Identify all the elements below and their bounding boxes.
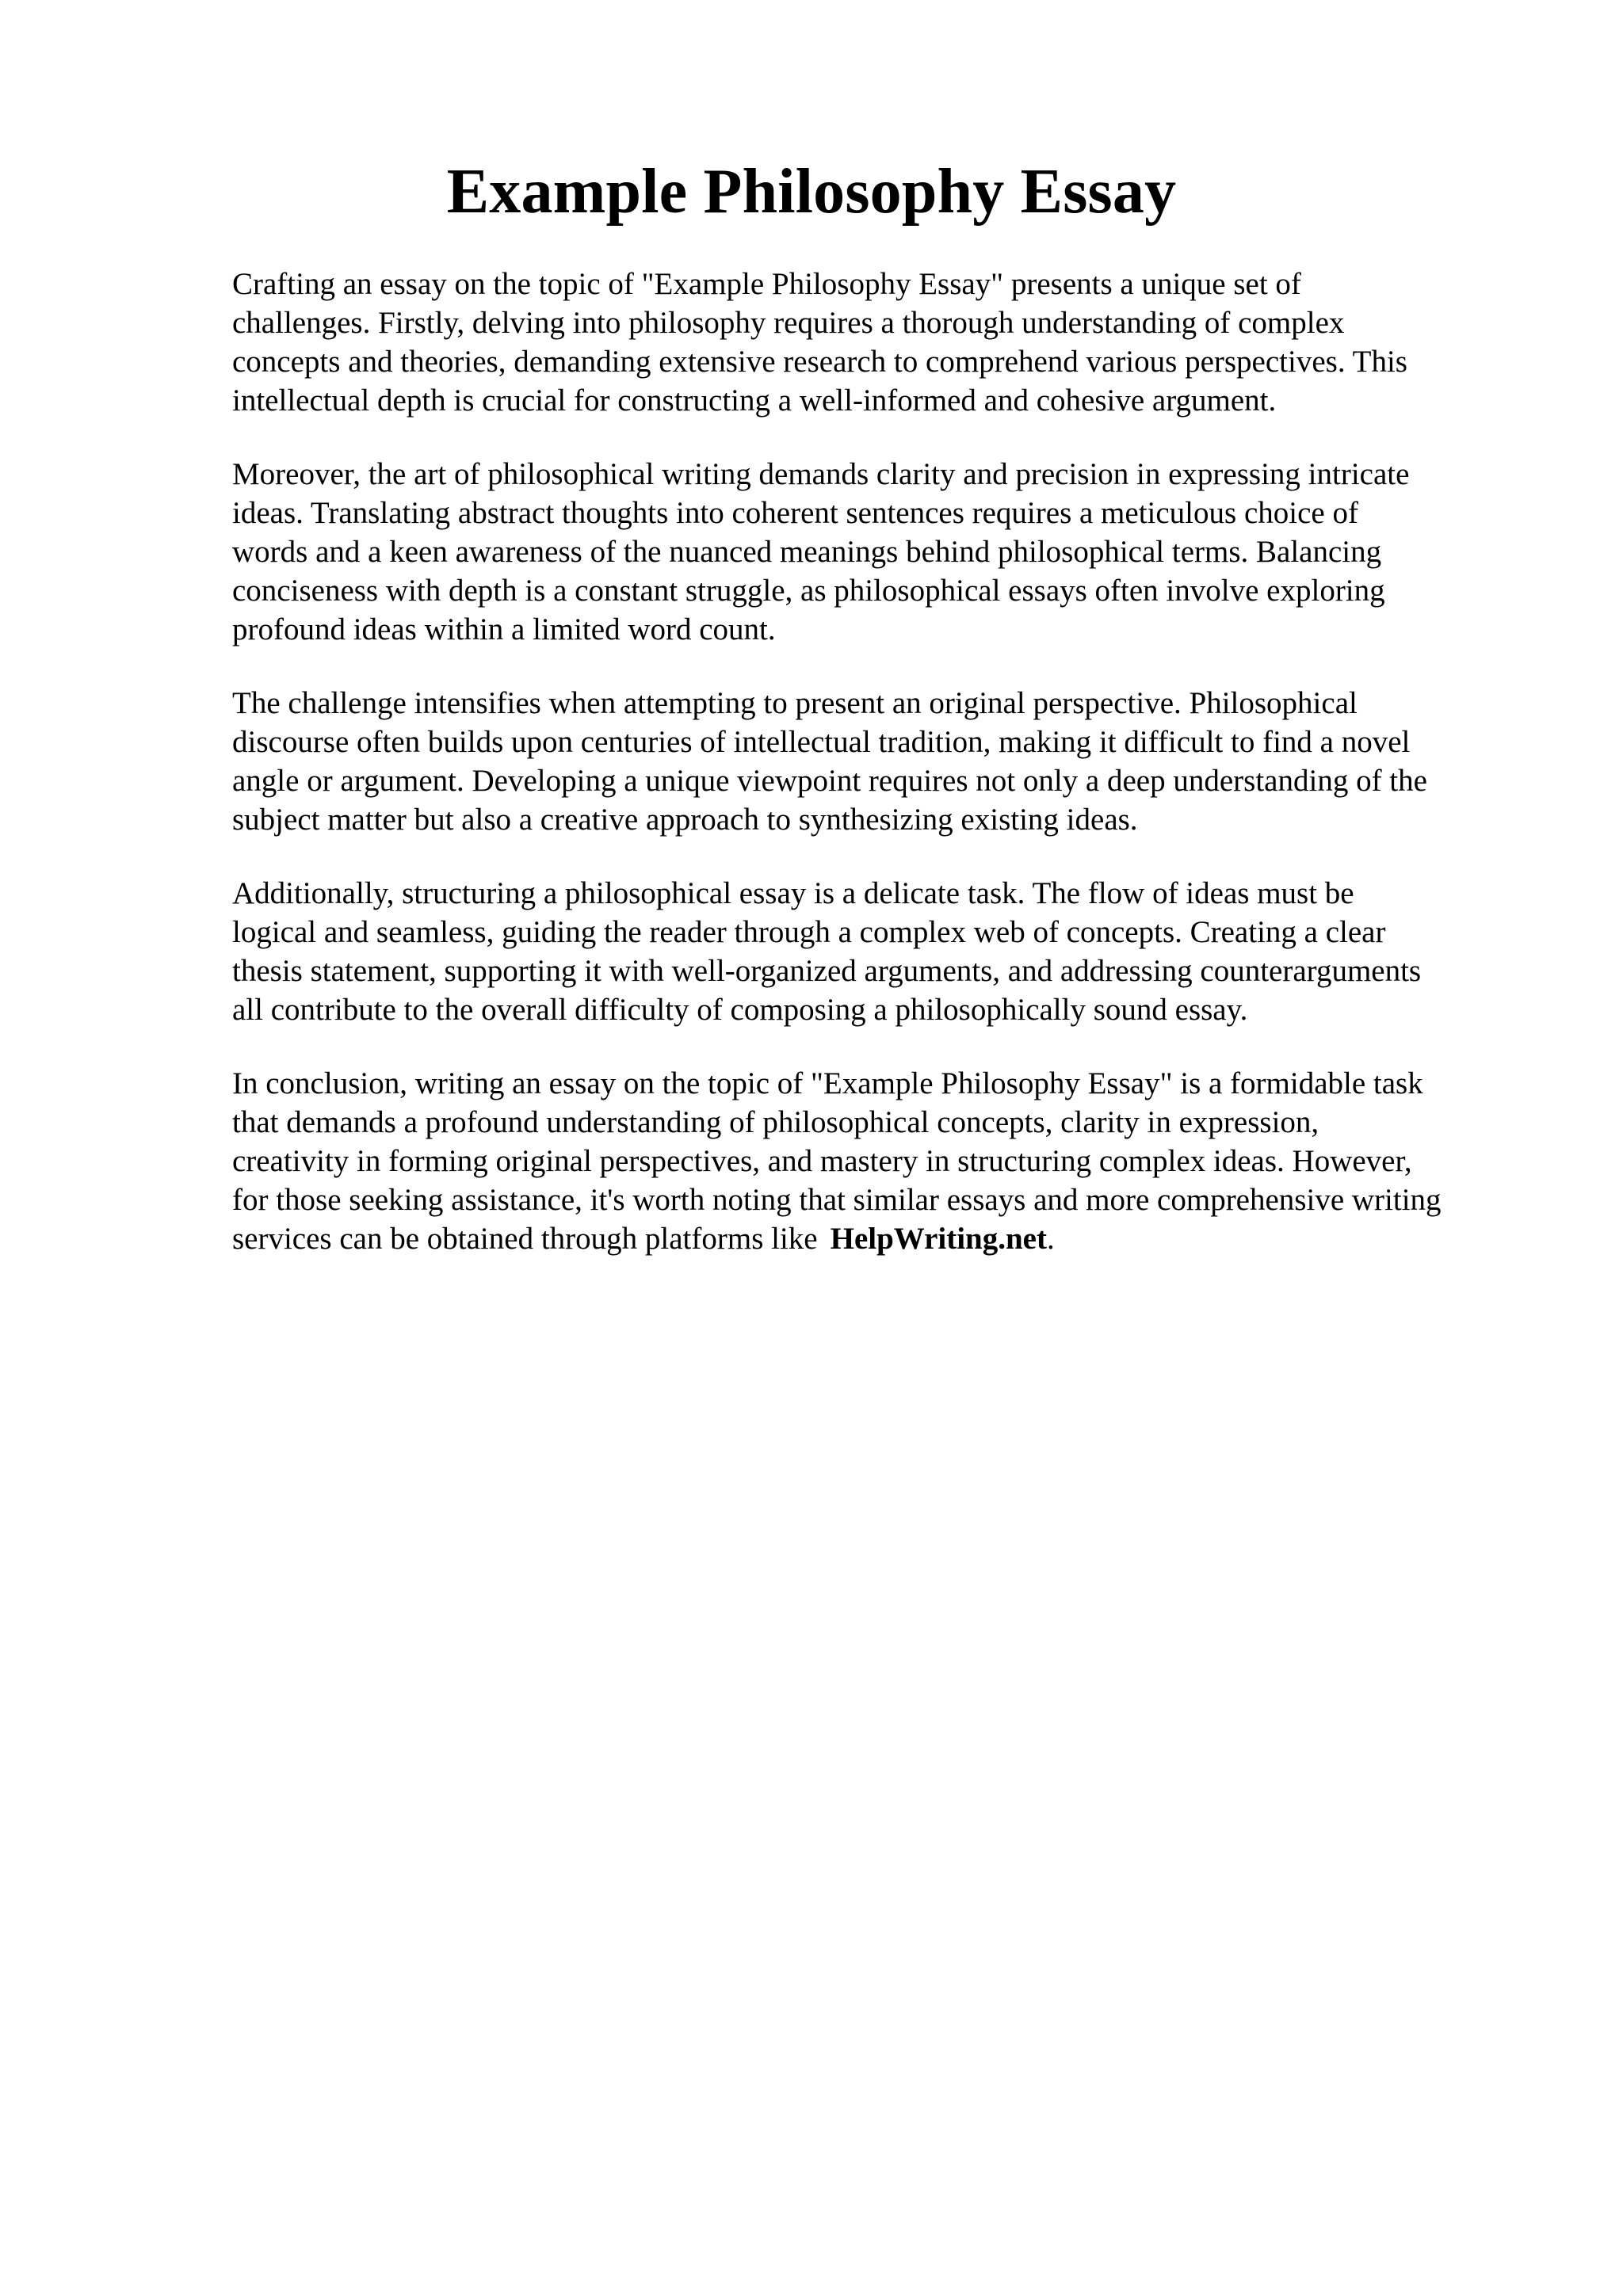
text-line: The challenge intensifies when attempting to present an original perspective. Philosophical: [232, 686, 1358, 720]
text-line: words and a keen awareness of the nuanced meanings behind philosophical terms. Balancing: [232, 535, 1382, 569]
text-line: intellectual depth is crucial for constructing a well-informed and cohesive argument.: [232, 383, 1277, 418]
text-line: Crafting an essay on the topic of "Example Philosophy Essay" presents a unique set of: [232, 267, 1301, 301]
helpwriting-link[interactable]: HelpWriting.net: [830, 1222, 1047, 1256]
text-line: concepts and theories, demanding extensive research to comprehend various perspectives. This: [232, 345, 1407, 379]
text-line: subject matter but also a creative approach to synthesizing existing ideas.: [232, 803, 1138, 837]
final-line-prefix: services can be obtained through platforms like: [232, 1222, 818, 1256]
text-line: Moreover, the art of philosophical writing demands clarity and precision in expressing intricate: [232, 457, 1410, 491]
final-text-line: [232, 1219, 1532, 1258]
text-line: thesis statement, supporting it with well-organized arguments, and addressing counterarguments: [232, 954, 1422, 988]
text-line: Additionally, structuring a philosophical essay is a delicate task. The flow of ideas must be: [232, 876, 1354, 910]
paragraph-3: [232, 684, 1532, 839]
text-line: ideas. Translating abstract thoughts into coherent sentences requires a meticulous choice of: [232, 496, 1358, 530]
text-line: angle or argument. Developing a unique viewpoint requires not only a deep understanding of the: [232, 764, 1427, 798]
paragraph-1: [232, 265, 1532, 420]
text-line: challenges. Firstly, delving into philosophy requires a thorough understanding of complex: [232, 306, 1345, 340]
text-line: profound ideas within a limited word count.: [232, 612, 776, 646]
document-title: Example Philosophy Essay: [446, 157, 1177, 227]
paragraph-5: [232, 1064, 1532, 1258]
paragraph-2: [232, 455, 1532, 649]
paragraph-4: [232, 874, 1532, 1029]
text-line: In conclusion, writing an essay on the topic of "Example Philosophy Essay" is a formidable task: [232, 1066, 1423, 1100]
text-line: for those seeking assistance, it's worth noting that similar essays and more comprehensive writing: [232, 1183, 1442, 1217]
text-line: logical and seamless, guiding the reader through a complex web of concepts. Creating a clear: [232, 915, 1386, 949]
essay-body: [232, 265, 1532, 1293]
final-line-suffix: .: [1046, 1222, 1055, 1256]
text-line: discourse often builds upon centuries of intellectual tradition, making it difficult to find a novel: [232, 725, 1411, 759]
text-line: all contribute to the overall difficulty of composing a philosophically sound essay.: [232, 993, 1248, 1027]
text-line: conciseness with depth is a constant struggle, as philosophical essays often involve exploring: [232, 574, 1385, 608]
text-line: that demands a profound understanding of philosophical concepts, clarity in expression,: [232, 1105, 1319, 1139]
text-line: creativity in forming original perspectives, and mastery in structuring complex ideas. However,: [232, 1144, 1412, 1178]
